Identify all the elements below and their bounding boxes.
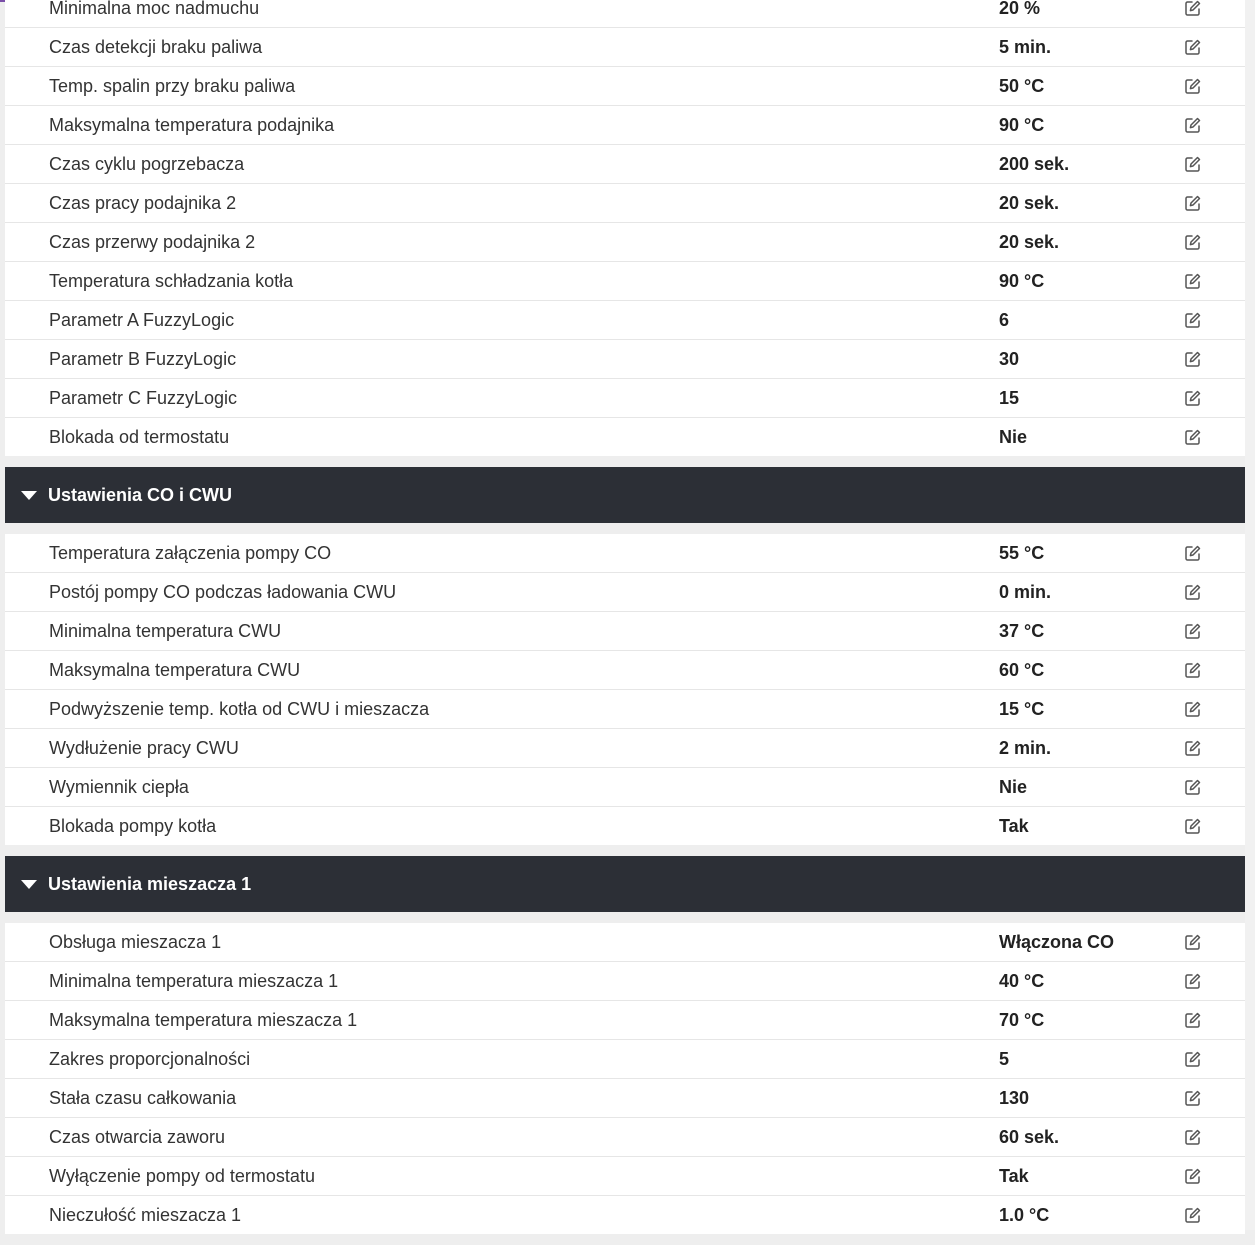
section-co-cwu-settings	[5, 467, 1245, 845]
edit-icon[interactable]	[1184, 1167, 1202, 1185]
setting-value: Tak	[999, 815, 1029, 836]
settings-page	[5, 0, 1245, 1245]
setting-value: 90 °C	[999, 114, 1045, 135]
setting-value: Tak	[999, 1165, 1029, 1186]
setting-label: Wymiennik ciepła	[49, 776, 189, 797]
settings-list	[5, 923, 1245, 1234]
setting-value: 15 °C	[999, 698, 1045, 719]
setting-row	[5, 534, 1245, 573]
setting-label: Maksymalna temperatura podajnika	[49, 114, 335, 135]
setting-row	[5, 651, 1245, 690]
setting-value: Nie	[999, 776, 1028, 797]
settings-list	[5, 534, 1245, 845]
setting-row	[5, 418, 1245, 456]
setting-label: Czas otwarcia zaworu	[49, 1126, 226, 1147]
edit-icon[interactable]	[1184, 311, 1202, 329]
setting-label: Stała czasu całkowania	[49, 1087, 237, 1108]
setting-row	[5, 1118, 1245, 1157]
edit-icon[interactable]	[1184, 1206, 1202, 1224]
setting-label: Obsługa mieszacza 1	[49, 931, 222, 952]
setting-value: 60 sek.	[999, 1126, 1060, 1147]
edit-icon[interactable]	[1184, 661, 1202, 679]
edit-icon[interactable]	[1184, 583, 1202, 601]
edit-icon[interactable]	[1184, 972, 1202, 990]
edit-icon[interactable]	[1184, 38, 1202, 56]
setting-value: 2 min.	[999, 737, 1052, 758]
setting-label: Maksymalna temperatura mieszacza 1	[49, 1009, 358, 1030]
setting-row	[5, 106, 1245, 145]
setting-value: 6	[999, 309, 1010, 330]
setting-value: 5	[999, 1048, 1010, 1069]
caret-down-icon[interactable]	[21, 880, 37, 889]
setting-row	[5, 145, 1245, 184]
edit-icon[interactable]	[1184, 933, 1202, 951]
setting-value: 200 sek.	[999, 153, 1070, 174]
setting-row	[5, 340, 1245, 379]
setting-value: 15	[999, 387, 1020, 408]
setting-row	[5, 729, 1245, 768]
settings-list	[5, 0, 1245, 456]
setting-label: Czas cyklu pogrzebacza	[49, 153, 245, 174]
setting-label: Temperatura załączenia pompy CO	[49, 542, 332, 563]
setting-row	[5, 1157, 1245, 1196]
setting-label: Wydłużenie pracy CWU	[49, 737, 239, 758]
edit-icon[interactable]	[1184, 0, 1202, 17]
section-mixer-1-settings	[5, 856, 1245, 1234]
setting-value: 90 °C	[999, 270, 1045, 291]
setting-label: Parametr C FuzzyLogic	[49, 387, 238, 408]
edit-icon[interactable]	[1184, 428, 1202, 446]
setting-label: Czas detekcji braku paliwa	[49, 36, 263, 57]
setting-row	[5, 379, 1245, 418]
edit-icon[interactable]	[1184, 817, 1202, 835]
setting-value: 40 °C	[999, 970, 1045, 991]
section-boiler-settings	[5, 0, 1245, 456]
setting-label: Podwyższenie temp. kotła od CWU i mieszacza	[49, 698, 430, 719]
edit-icon[interactable]	[1184, 77, 1202, 95]
setting-value: 20 sek.	[999, 192, 1060, 213]
edit-icon[interactable]	[1184, 622, 1202, 640]
edit-icon[interactable]	[1184, 739, 1202, 757]
scrollbar[interactable]	[1245, 0, 1255, 1230]
setting-label: Parametr A FuzzyLogic	[49, 309, 235, 330]
setting-row	[5, 184, 1245, 223]
section-title: Ustawienia CO i CWU	[48, 484, 233, 505]
setting-label: Maksymalna temperatura CWU	[49, 659, 301, 680]
edit-icon[interactable]	[1184, 389, 1202, 407]
setting-row	[5, 301, 1245, 340]
edit-icon[interactable]	[1184, 116, 1202, 134]
setting-value: Nie	[999, 426, 1028, 447]
setting-label: Postój pompy CO podczas ładowania CWU	[49, 581, 397, 602]
setting-label: Minimalna moc nadmuchu	[49, 0, 260, 18]
setting-row	[5, 690, 1245, 729]
edit-icon[interactable]	[1184, 700, 1202, 718]
caret-down-icon[interactable]	[21, 491, 37, 500]
setting-value: 0 min.	[999, 581, 1052, 602]
setting-row	[5, 1040, 1245, 1079]
setting-row	[5, 768, 1245, 807]
setting-row	[5, 807, 1245, 845]
setting-value: 130	[999, 1087, 1030, 1108]
setting-row	[5, 0, 1245, 28]
setting-row	[5, 573, 1245, 612]
setting-value: 20 %	[999, 0, 1041, 18]
setting-label: Wyłączenie pompy od termostatu	[49, 1165, 315, 1186]
setting-value: 60 °C	[999, 659, 1045, 680]
setting-row	[5, 1001, 1245, 1040]
setting-row	[5, 1079, 1245, 1118]
setting-row	[5, 1196, 1245, 1234]
setting-value: Włączona CO	[999, 931, 1115, 952]
setting-label: Czas pracy podajnika 2	[49, 192, 237, 213]
section-title: Ustawienia mieszacza 1	[48, 873, 252, 894]
setting-row	[5, 223, 1245, 262]
edit-icon[interactable]	[1184, 272, 1202, 290]
edit-icon[interactable]	[1184, 233, 1202, 251]
setting-row	[5, 67, 1245, 106]
edit-icon[interactable]	[1184, 350, 1202, 368]
setting-value: 30	[999, 348, 1020, 369]
edit-icon[interactable]	[1184, 1050, 1202, 1068]
setting-label: Minimalna temperatura mieszacza 1	[49, 970, 339, 991]
edit-icon[interactable]	[1184, 194, 1202, 212]
setting-label: Minimalna temperatura CWU	[49, 620, 282, 641]
setting-row	[5, 262, 1245, 301]
section-header[interactable]	[5, 467, 1245, 523]
setting-value: 55 °C	[999, 542, 1045, 563]
setting-label: Blokada od termostatu	[49, 426, 230, 447]
setting-label: Temp. spalin przy braku paliwa	[49, 75, 296, 96]
setting-label: Temperatura schładzania kotła	[49, 270, 294, 291]
setting-label: Zakres proporcjonalności	[49, 1048, 251, 1069]
setting-label: Blokada pompy kotła	[49, 815, 217, 836]
setting-value: 37 °C	[999, 620, 1045, 641]
setting-label: Nieczułość mieszacza 1	[49, 1204, 242, 1225]
setting-value: 70 °C	[999, 1009, 1045, 1030]
setting-row	[5, 923, 1245, 962]
setting-row	[5, 962, 1245, 1001]
setting-value: 5 min.	[999, 36, 1052, 57]
setting-row	[5, 612, 1245, 651]
setting-value: 20 sek.	[999, 231, 1060, 252]
edit-icon[interactable]	[1184, 1011, 1202, 1029]
edit-icon[interactable]	[1184, 155, 1202, 173]
section-header[interactable]	[5, 856, 1245, 912]
edit-icon[interactable]	[1184, 1128, 1202, 1146]
setting-value: 50 °C	[999, 75, 1045, 96]
edit-icon[interactable]	[1184, 778, 1202, 796]
edit-icon[interactable]	[1184, 544, 1202, 562]
setting-label: Czas przerwy podajnika 2	[49, 231, 256, 252]
setting-label: Parametr B FuzzyLogic	[49, 348, 237, 369]
edit-icon[interactable]	[1184, 1089, 1202, 1107]
setting-value: 1.0 °C	[999, 1204, 1050, 1225]
setting-row	[5, 28, 1245, 67]
